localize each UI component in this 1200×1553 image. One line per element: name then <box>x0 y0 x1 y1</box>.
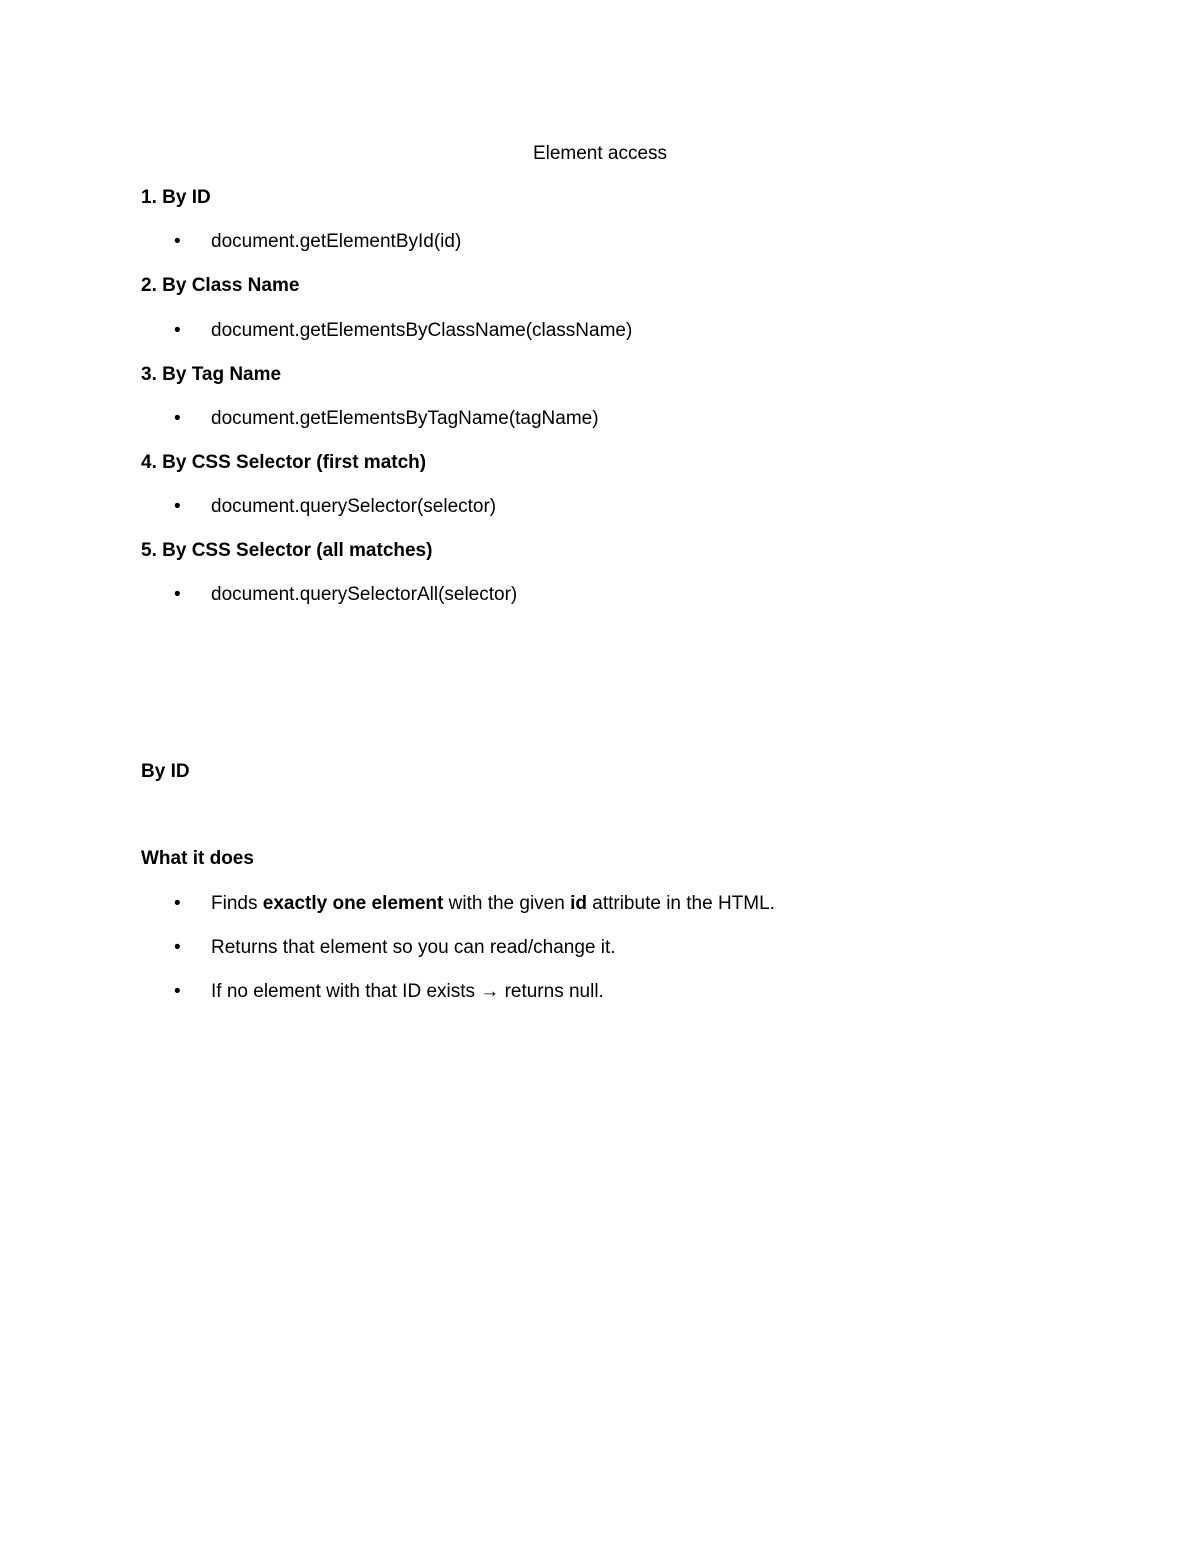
bullet-icon: • <box>174 496 181 517</box>
bullet-icon: • <box>174 981 181 1002</box>
bullet-icon: • <box>174 231 181 252</box>
section-heading: By ID <box>141 761 190 782</box>
method-code-3: document.getElementsByTagName(tagName) <box>211 408 599 429</box>
bullet-icon: • <box>174 320 181 341</box>
detail-item-3: If no element with that ID exists → returns null. <box>211 981 604 1002</box>
bullet-icon: • <box>174 584 181 605</box>
method-heading-4: 4. By CSS Selector (first match) <box>141 452 427 473</box>
method-heading-2: 2. By Class Name <box>141 275 300 296</box>
bullet-icon: • <box>174 937 181 958</box>
method-code-1: document.getElementById(id) <box>211 231 462 252</box>
detail-item-1-bold-a: exactly one element <box>262 893 444 914</box>
method-heading-1: 1. By ID <box>141 187 211 208</box>
bullet-icon: • <box>174 893 181 914</box>
method-code-2: document.getElementsByClassName(className) <box>211 320 633 341</box>
detail-item-1-text-a: Finds <box>211 893 263 914</box>
detail-item-1 <box>211 893 775 915</box>
method-code-4: document.querySelector(selector) <box>211 496 497 517</box>
method-heading-5: 5. By CSS Selector (all matches) <box>141 540 433 561</box>
method-code-5: document.querySelectorAll(selector) <box>211 584 518 605</box>
method-heading-3: 3. By Tag Name <box>141 364 282 385</box>
detail-item-1-text-c: attribute in the HTML. <box>586 893 775 914</box>
document-title: Element access <box>532 143 668 164</box>
subsection-heading: What it does <box>141 848 254 869</box>
detail-item-2: Returns that element so you can read/change it. <box>211 937 616 958</box>
bullet-icon: • <box>174 408 181 429</box>
detail-item-1-bold-b: id <box>570 893 587 914</box>
detail-item-1-text-b: with the given <box>443 893 571 914</box>
